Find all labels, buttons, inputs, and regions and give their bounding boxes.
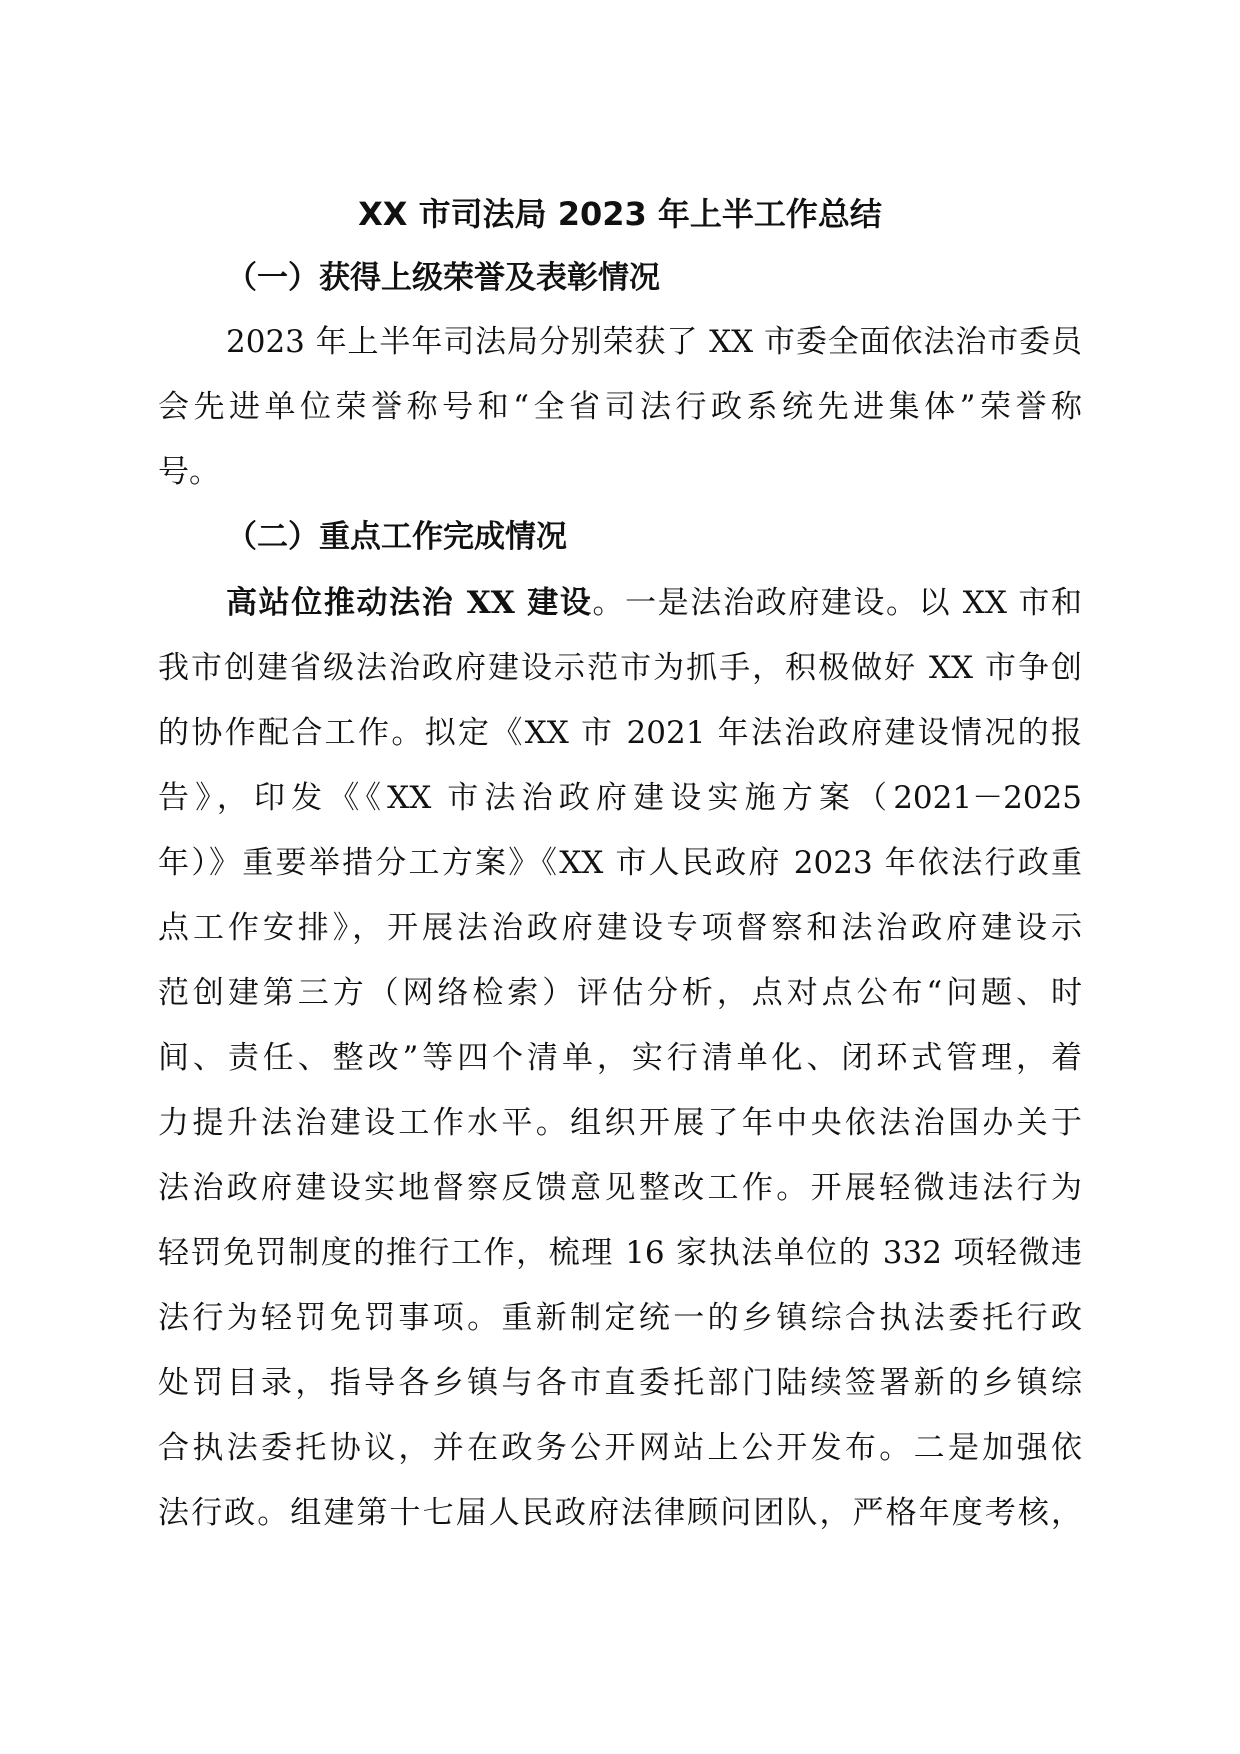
paragraph-line: 法行政。组建第十七届人民政府法律顾问团队，严格年度考核， bbox=[158, 1495, 1082, 1531]
section2-heading: （二）重点工作完成情况 bbox=[226, 519, 567, 555]
paragraph-line: 告》，印发《《XX 市法治政府建设实施方案（2021－2025 bbox=[158, 780, 1082, 816]
section1-heading: （一）获得上级荣誉及表彰情况 bbox=[226, 260, 660, 296]
paragraph-line: 处罚目录，指导各乡镇与各市直委托部门陆续签署新的乡镇综 bbox=[158, 1365, 1082, 1401]
paragraph-line: 2023 年上半年司法局分别荣获了 XX 市委全面依法治市委员 bbox=[226, 324, 1082, 360]
paragraph-lead-text: 。一是法治政府建设。以 XX 市和 bbox=[592, 585, 1082, 621]
paragraph-line: 的协作配合工作。拟定《XX 市 2021 年法治政府建设情况的报 bbox=[158, 715, 1082, 751]
paragraph-line: 点工作安排》，开展法治政府建设专项督察和法治政府建设示 bbox=[158, 910, 1082, 946]
paragraph-line: 合执法委托协议，并在政务公开网站上公开发布。二是加强依 bbox=[158, 1430, 1082, 1466]
paragraph-line: 会先进单位荣誉称号和“全省司法行政系统先进集体”荣誉称 bbox=[158, 389, 1082, 425]
paragraph-line: 年）》重要举措分工方案》《XX 市人民政府 2023 年依法行政重 bbox=[158, 845, 1082, 881]
paragraph-line: 力提升法治建设工作水平。组织开展了年中央依法治国办关于 bbox=[158, 1105, 1082, 1141]
paragraph-lead-bold: 高站位推动法治 XX 建设 bbox=[226, 585, 593, 621]
paragraph-lead-line bbox=[158, 571, 1082, 636]
paragraph-line: 我市创建省级法治政府建设示范市为抓手，积极做好 XX 市争创 bbox=[158, 650, 1082, 686]
document-body bbox=[158, 182, 1082, 1546]
paragraph-line: 法治政府建设实地督察反馈意见整改工作。开展轻微违法行为 bbox=[158, 1170, 1082, 1206]
paragraph-line: 法行为轻罚免罚事项。重新制定统一的乡镇综合执法委托行政 bbox=[158, 1300, 1082, 1336]
paragraph-line: 间、责任、整改”等四个清单，实行清单化、闭环式管理，着 bbox=[158, 1040, 1082, 1076]
paragraph-line: 轻罚免罚制度的推行工作，梳理 16 家执法单位的 332 项轻微违 bbox=[158, 1235, 1082, 1271]
paragraph-line: 范创建第三方（网络检索）评估分析，点对点公布“问题、时 bbox=[158, 975, 1082, 1011]
document-title: XX 市司法局 2023 年上半工作总结 bbox=[358, 195, 882, 233]
paragraph-line: 号。 bbox=[158, 454, 220, 490]
